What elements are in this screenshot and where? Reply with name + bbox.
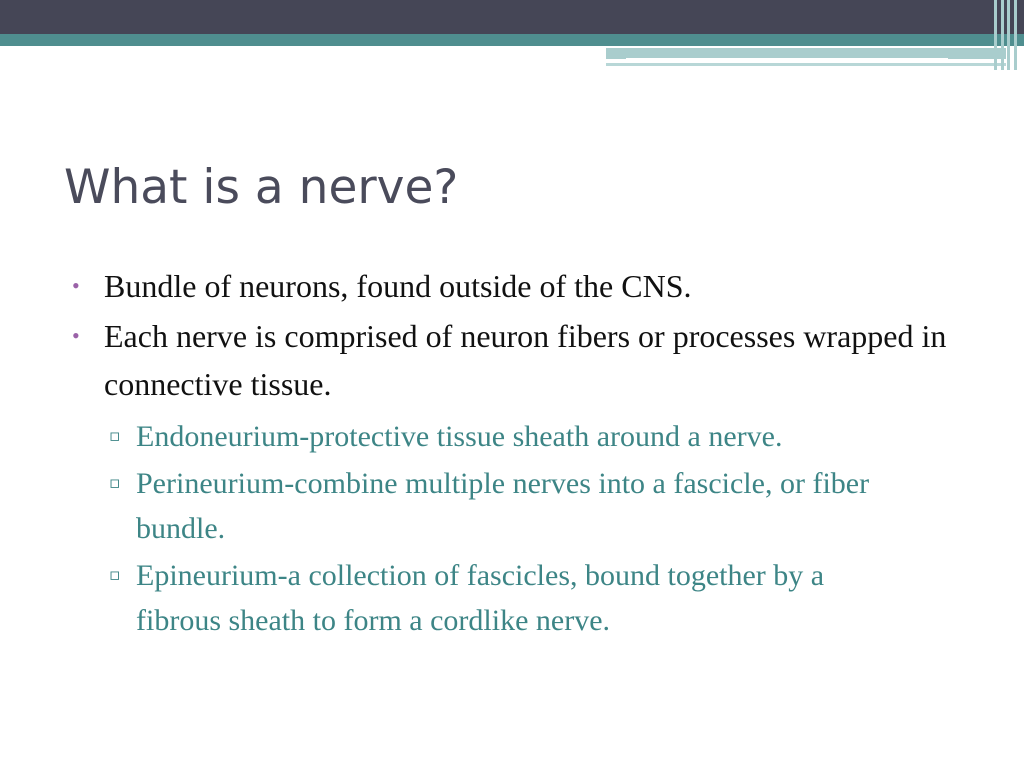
slide-title: What is a nerve? bbox=[64, 160, 459, 215]
header-stripe bbox=[1001, 0, 1004, 70]
subbullet-item bbox=[72, 461, 916, 551]
subbullet-text: Perineurium-combine multiple nerves into a fascicle, or fiber bundle. bbox=[136, 467, 870, 545]
header-white-line bbox=[826, 66, 1006, 68]
bullet-text: Each nerve is comprised of neuron fibers or processes wrapped in connective tissue. bbox=[104, 318, 947, 402]
header-white-line bbox=[606, 46, 1006, 48]
header-right-stripes bbox=[992, 0, 1024, 70]
header-teal-band bbox=[0, 34, 1024, 46]
header-stripe bbox=[994, 0, 997, 70]
bullet-item bbox=[72, 312, 972, 408]
bullet-dot-icon: • bbox=[72, 323, 80, 348]
subbullet-item bbox=[72, 414, 916, 459]
subbullet-item bbox=[72, 553, 916, 643]
slide-body bbox=[72, 262, 972, 645]
subbullet-text: Epineurium-a collection of fascicles, bound together by a fibrous sheath to form a cordlike nerve. bbox=[136, 559, 825, 637]
bullet-dot-icon: • bbox=[72, 273, 80, 298]
header-stripe bbox=[1007, 0, 1010, 70]
header-white-line bbox=[626, 58, 948, 60]
subbullet-text: Endoneurium-protective tissue sheath around a nerve. bbox=[136, 420, 783, 453]
square-bullet-icon: ▫ bbox=[109, 565, 121, 585]
square-bullet-icon: ▫ bbox=[109, 473, 121, 493]
subbullet-list bbox=[72, 414, 972, 643]
bullet-item bbox=[72, 262, 972, 310]
bullet-text: Bundle of neurons, found outside of the CNS. bbox=[104, 268, 692, 304]
square-bullet-icon: ▫ bbox=[109, 426, 121, 446]
header-stripe bbox=[1014, 0, 1017, 70]
header-dark-bar bbox=[0, 0, 1024, 34]
